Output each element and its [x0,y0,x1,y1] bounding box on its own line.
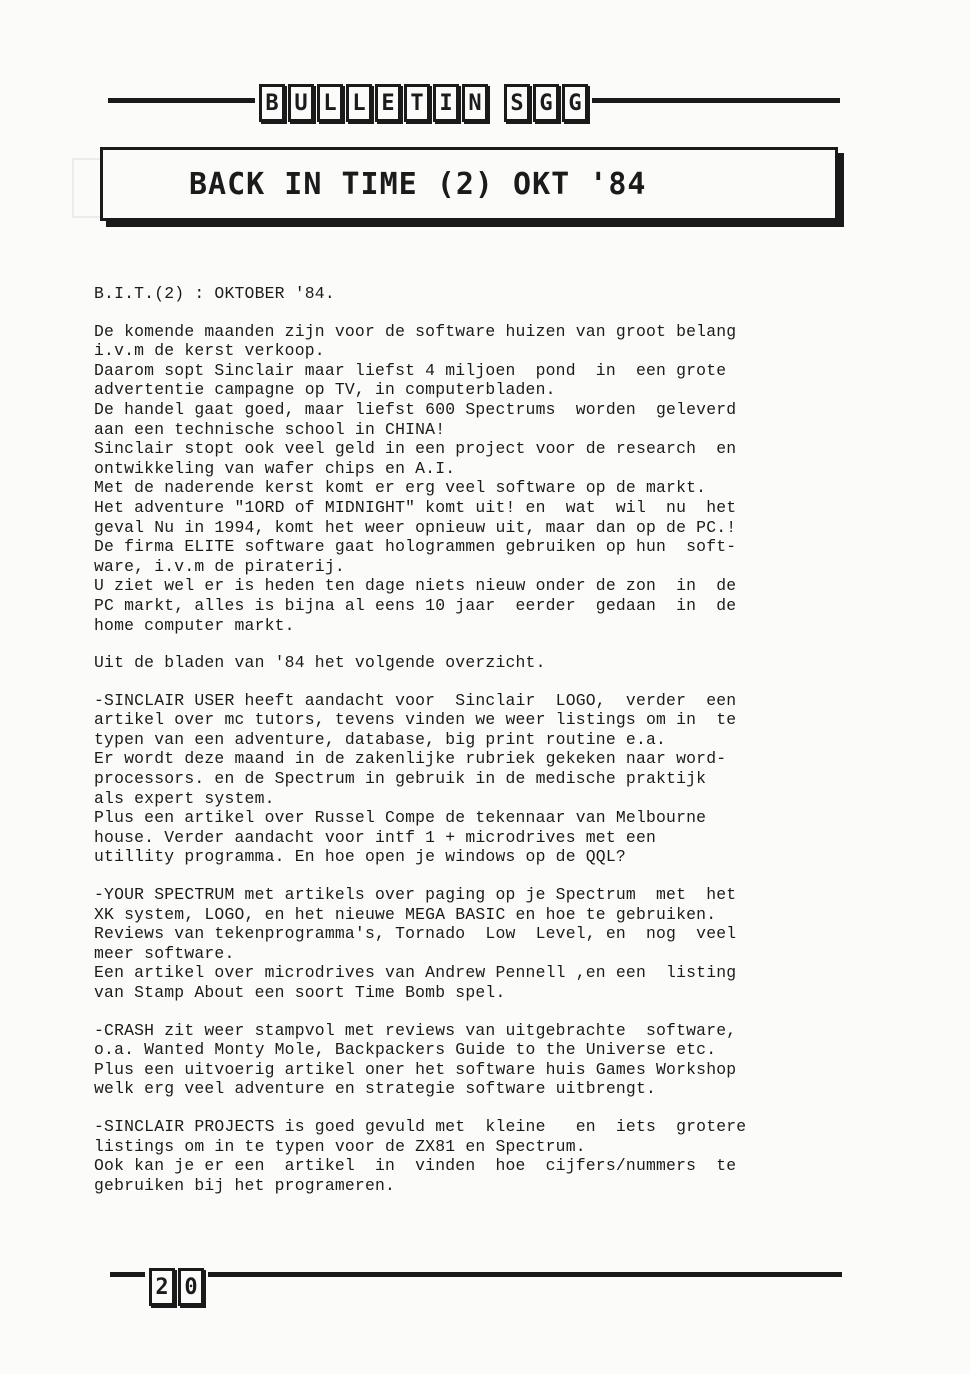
text-line: Plus een uitvoerig artikel oner het software huis Games Workshop [94,1059,737,1079]
text-line: -CRASH zit weer stampvol met reviews van uitgebrachte software, [94,1020,737,1040]
paragraph-gap [94,304,852,322]
text-line: -SINCLAIR PROJECTS is goed gevuld met kleine en iets grotere [94,1116,747,1136]
text-line: -YOUR SPECTRUM met artikels over paging op je Spectrum met het [94,885,737,905]
text-line: Er wordt deze maand in de zakenlijke rubriek gekeken naar word- [94,749,727,769]
text-line: welk erg veel adventure en strategie software uitbrengt. [94,1079,657,1099]
text-line: B.I.T.(2) : OKTOBER '84. [94,284,335,303]
text-line: processors. en de Spectrum in gebruik in de medische praktijk [94,769,707,789]
text-line: Het adventure "1ORD of MIDNIGHT" komt uit! en wat wil nu het [94,497,737,517]
text-line: meer software. [94,943,235,963]
masthead-letter: L [317,84,343,122]
text-line: home computer markt. [94,615,295,635]
text-line: aan een technische school in CHINA! [94,419,446,439]
text-line: Plus een artikel over Russel Compe de tekennaar van Melbourne [94,808,707,828]
text-line: listings om in te typen voor de ZX81 en Spectrum. [94,1136,586,1156]
text-line: Reviews van tekenprogramma's, Tornado Low Level, en nog veel [94,924,737,944]
page-title: BACK IN TIME (2) OKT '84 [189,166,647,202]
masthead-letter: S [504,84,530,122]
paragraph-gap [94,673,852,691]
text-line: Sinclair stopt ook veel geld in een project voor de research en [94,439,737,459]
text-line: Een artikel over microdrives van Andrew Pennell ,en een listing [94,963,737,983]
page-number-digit: 0 [178,1268,204,1306]
text-line: house. Verder aandacht voor intf 1 + microdrives met een [94,827,657,847]
text-line: advertentie campagne op TV, in computerbladen. [94,380,556,400]
text-line: gebruiken bij het programeren. [94,1175,396,1195]
masthead-letter: G [533,84,559,122]
masthead-letter: B [259,84,285,122]
text-line: van Stamp About een soort Time Bomb spel. [94,983,506,1002]
text-line: -SINCLAIR USER heeft aandacht voor Sinclair LOGO, verder een [94,690,737,710]
page-number [145,1268,208,1306]
text-line: PC markt, alles is bijna al eens 10 jaar eerder gedaan in de [94,595,737,615]
text-line: geval Nu in 1994, komt het weer opnieuw uit, maar dan op de PC.! [94,517,737,537]
paragraph-gap [94,1099,852,1117]
bulletin-sgg-masthead [255,84,592,122]
masthead-letter: L [346,84,372,122]
text-line: De firma ELITE software gaat hologrammen gebruiken op hun soft- [94,537,737,557]
text-line: als expert system. [94,788,275,808]
text-line: typen van een adventure, database, big print routine e.a. [94,729,667,749]
text-line: Met de naderende kerst komt er erg veel software op de markt. [94,478,707,498]
masthead-letter: T [404,84,430,122]
text-line: Daarom sopt Sinclair maar liefst 4 miljoen pond in een grote [94,360,727,380]
text-line: artikel over mc tutors, tevens vinden we weer listings om in te [94,710,737,730]
masthead-letter: E [375,84,401,122]
text-line: XK system, LOGO, en het nieuwe MEGA BASIC en hoe te gebruiken. [94,904,717,924]
paragraph-gap [94,1003,852,1021]
title-box [100,147,838,221]
masthead-letter: N [462,84,488,122]
masthead-letter: G [562,84,588,122]
paragraph-gap [94,867,852,885]
text-line: ontwikkeling van wafer chips en A.I. [94,458,456,478]
text-line: De komende maanden zijn voor de software huizen van groot belang [94,321,737,341]
bottom-rule [110,1272,842,1277]
paragraph-gap [94,635,852,653]
text-line: utillity programma. En hoe open je windows op de QQL? [94,847,626,867]
text-line: De handel gaat goed, maar liefst 600 Spectrums worden geleverd [94,399,737,419]
page-number-digit: 2 [149,1268,175,1306]
text-line: U ziet wel er is heden ten dage niets nieuw onder de zon in de [94,576,737,596]
masthead-letter: U [288,84,314,122]
text-line: Ook kan je er een artikel in vinden hoe cijfers/nummers te [94,1156,737,1176]
masthead-letter: I [433,84,459,122]
text-line: i.v.m de kerst verkoop. [94,341,325,361]
text-line: Uit de bladen van '84 het volgende overzicht. [94,653,546,673]
text-line: o.a. Wanted Monty Mole, Backpackers Guide to the Universe etc. [94,1040,717,1060]
article-body [94,284,852,1195]
text-line: ware, i.v.m de piraterij. [94,556,345,576]
